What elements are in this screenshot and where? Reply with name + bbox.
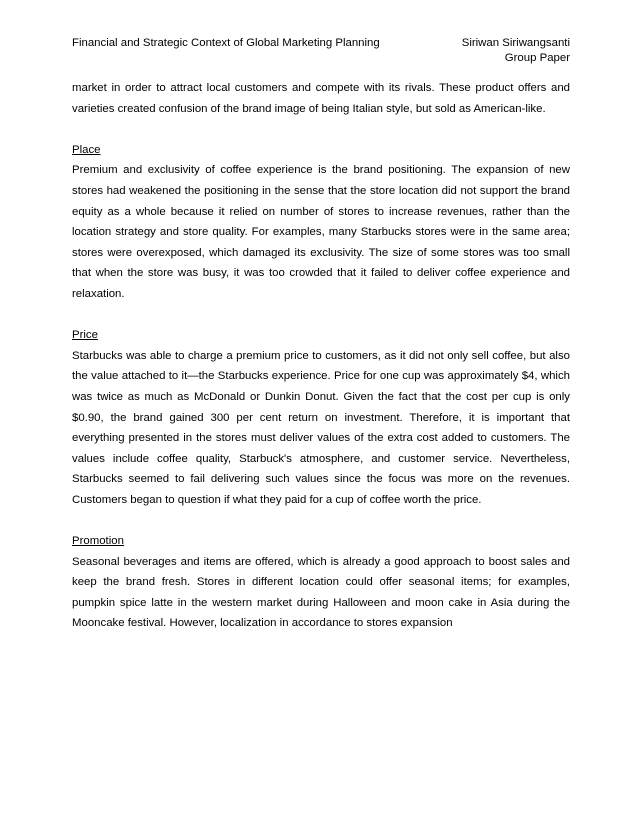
document-body — [72, 78, 570, 634]
header-author-block — [462, 36, 570, 66]
section-text-place: Premium and exclusivity of coffee experience is the brand positioning. The expansion of new stores had weakened the positioning in the sense that the store location did not support the brand equity as a whole because it relied on number of stores to increase revenues, rather than the location strategy and store quality. For examples, many Starbucks stores were in the same area; stores were overexposed, which damaged its exclusivity. The size of some stores was too small that when the store was busy, it was too crowded that it failed to deliver coffee experience and relaxation. — [72, 164, 570, 300]
paragraph-spacer — [72, 119, 570, 140]
header-doc-type: Group Paper — [504, 52, 570, 64]
header-author: Siriwan Siriwangsanti — [461, 37, 570, 49]
paragraph-spacer — [72, 305, 570, 326]
section-heading-price: Price — [72, 329, 98, 342]
section-text-price: Starbucks was able to charge a premium price to customers, as it did not only sell coffee, but also the value attached to it—the Starbucks experience. Price for one cup was approximately $4, which was twice as much as McDonald or Dunkin Donut. Given the fact that the cost per cup is only $0.90, the brand gained 300 per cent return on investment. Therefore, it is important that everything presented in the stores must deliver values of the extra cost added to customers. The values include coffee quality, Starbuck's atmosphere, and customer service. Nevertheless, Starbucks seemed to fail delivering such values since the focus was more on the revenues. Customers began to question if what they paid for a cup of coffee worth the price. — [72, 349, 570, 506]
paragraph-spacer — [72, 510, 570, 531]
section-text-promotion: Seasonal beverages and items are offered, which is already a good approach to boost sales and keep the brand fresh. Stores in different location could offer seasonal items; for examples, pumpkin spice latte in the western market during Halloween and moon cake in Asia during the Mooncake festival. However, localization in accordance to stores expansion — [72, 555, 570, 630]
section-heading-promotion: Promotion — [72, 535, 124, 548]
header-title: Financial and Strategic Context of Global Marketing Planning — [72, 37, 380, 49]
intro-paragraph: market in order to attract local customers and compete with its rivals. These product offers and varieties created confusion of the brand image of being Italian style, but sold as American-like. — [72, 82, 570, 115]
section-heading-place: Place — [72, 143, 101, 156]
